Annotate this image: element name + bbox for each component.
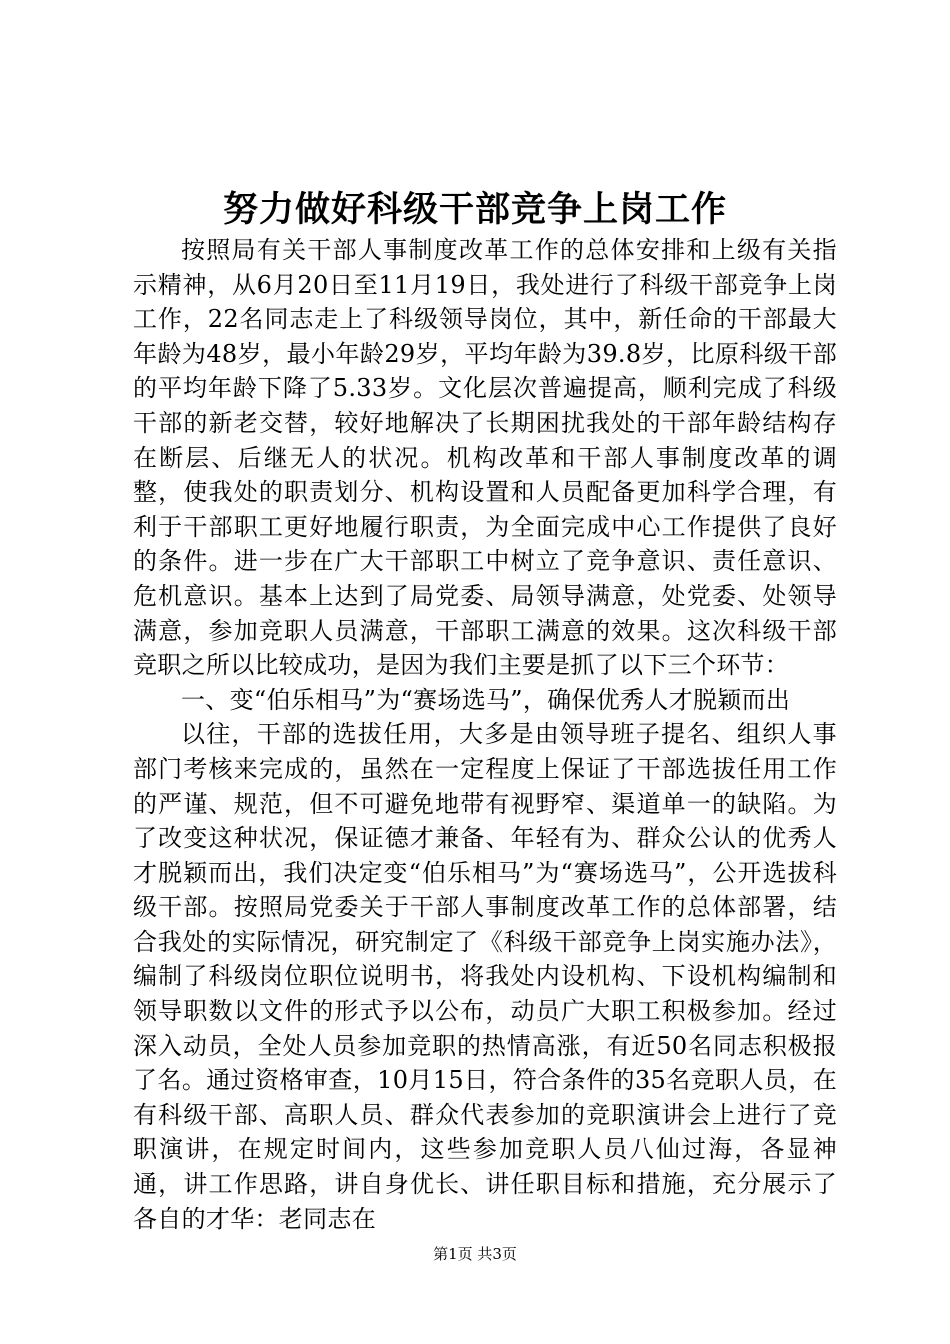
paragraph-intro: 按照局有关干部人事制度改革工作的总体安排和上级有关指示精神，从6月20日至11月19日，我处进行了科级干部竞争上岗工作，22名同志走上了科级领导岗位，其中，新任命的干部最大年龄为48岁，最小年龄29岁，平均年龄为39.8岁，比原科级干部的平均年龄下降了5.33岁。文化层次普遍提高，顺利完成了科级干部的新老交替，较好地解决了长期困扰我处的干部年龄结构存在断层、后继无人的状况。机构改革和干部人事制度改革的调整，使我处的职责划分、机构设置和人员配备更加科学合理，有利于干部职工更好地履行职责，为全面完成中心工作提供了良好的条件。进一步在广大干部职工中树立了竞争意识、责任意识、危机意识。基本上达到了局党委、局领导满意，处党委、处领导满意，参加竞职人员满意，干部职工满意的效果。这次科级干部竞职之所以比较成功，是因为我们主要是抓了以下三个环节： xyxy=(133,236,837,680)
document-body xyxy=(133,233,837,1236)
section-heading-1: 一、变“伯乐相马”为“赛场选马”，确保优秀人才脱颖而出 xyxy=(181,685,791,714)
document-title: 努力做好科级干部竞争上岗工作 xyxy=(222,189,727,230)
page-footer: 第1页 共3页 xyxy=(433,1245,517,1263)
paragraph-section-1: 以往，干部的选拔任用，大多是由领导班子提名、组织人事部门考核来完成的，虽然在一定程度上保证了干部选拔任用工作的严谨、规范，但不可避免地带有视野窄、渠道单一的缺陷。为了改变这种状况，保证德才兼备、年轻有为、群众公认的优秀人才脱颖而出，我们决定变“伯乐相马”为“赛场选马”，公开选拔科级干部。按照局党委关于干部人事制度改革工作的总体部署，结合我处的实际情况，研究制定了《科级干部竞争上岗实施办法》，编制了科级岗位职位说明书，将我处内设机构、下设机构编制和领导职数以文件的形式予以公布，动员广大职工积极参加。经过深入动员，全处人员参加竞职的热情高涨，有近50名同志积极报了名。通过资格审查，10月15日，符合条件的35名竞职人员，在有科级干部、高职人员、群众代表参加的竞职演讲会上进行了竞职演讲，在规定时间内，这些参加竞职人员八仙过海，各显神通，讲工作思路，讲自身优长、讲任职目标和措施，充分展示了各自的才华：老同志在 xyxy=(133,720,837,1233)
